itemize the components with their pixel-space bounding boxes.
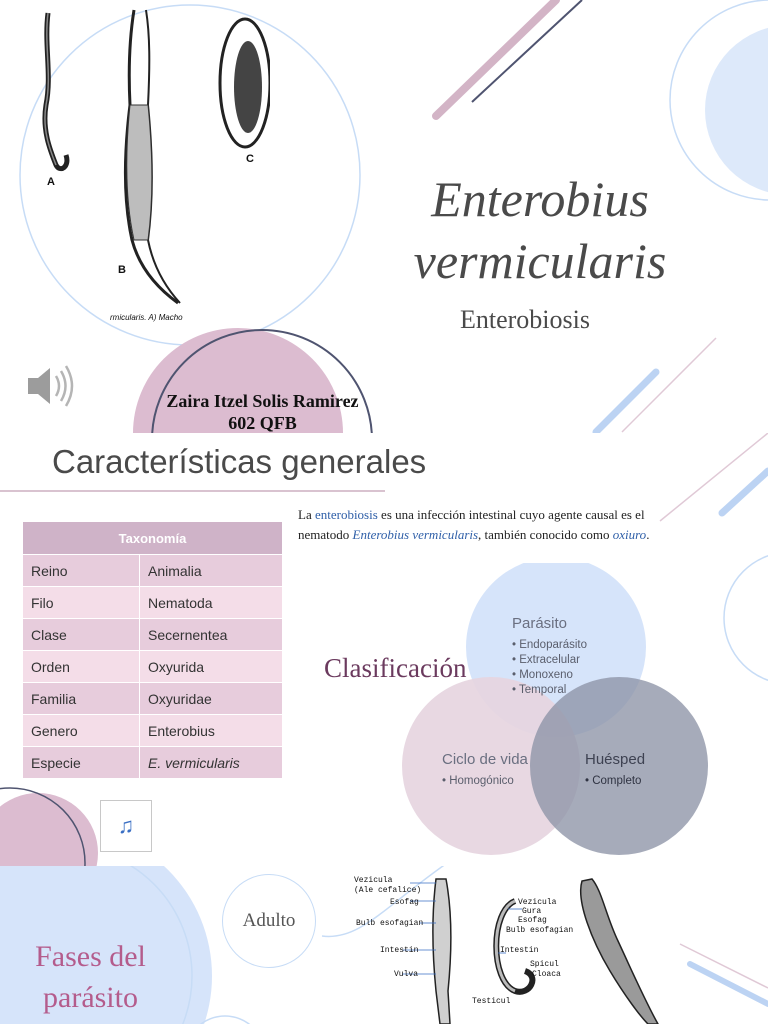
section-heading: Características generales xyxy=(52,443,427,480)
list-item: • Extracelular xyxy=(512,654,580,666)
paragraph-text: es una infección intestinal cuyo agente causal es el nematodo xyxy=(298,507,645,542)
table-header: Taxonomía xyxy=(23,522,283,555)
diagram-label: Intestin xyxy=(380,946,419,955)
table-cell: Nematoda xyxy=(140,587,283,619)
diagram-label: Spicul xyxy=(530,960,559,969)
parasite-phases-slide xyxy=(0,866,768,1024)
figure-label-c: C xyxy=(246,153,254,165)
table-row xyxy=(23,715,283,747)
phases-title xyxy=(18,936,163,1018)
table-cell: Oxyurida xyxy=(140,651,283,683)
enterobiosis-link[interactable]: enterobiosis xyxy=(314,507,378,522)
table-cell: Orden xyxy=(23,651,140,683)
title-line-1: Enterobius xyxy=(431,171,649,227)
diagram-label: Esofag xyxy=(518,916,547,925)
author-block xyxy=(155,390,370,433)
table-row xyxy=(23,587,283,619)
venn-parasito-list xyxy=(512,638,587,698)
music-note-icon: ♫ xyxy=(117,813,135,838)
table-row xyxy=(23,651,283,683)
table-cell: Especie xyxy=(23,747,140,779)
table-cell: E. vermicularis xyxy=(140,747,283,779)
species-link[interactable]: Enterobius vermicularis xyxy=(352,527,479,542)
diagram-label: Vezicula xyxy=(518,898,557,907)
diagram-label: Cloaca xyxy=(532,970,561,979)
venn-ciclo-list xyxy=(442,774,514,789)
list-item: • Endoparásito xyxy=(512,639,587,651)
adult-phase-node[interactable] xyxy=(222,874,316,968)
figure-label-a: A xyxy=(47,176,55,188)
table-cell: Filo xyxy=(23,587,140,619)
subtitle: Enterobiosis xyxy=(460,305,590,334)
venn-diagram xyxy=(395,563,715,863)
figure-label-b: B xyxy=(118,264,126,276)
diagram-label: Vezicula xyxy=(354,876,393,885)
paragraph-text: . xyxy=(646,527,650,542)
general-characteristics-slide xyxy=(0,433,768,866)
table-cell: Genero xyxy=(23,715,140,747)
table-cell: Animalia xyxy=(140,555,283,587)
page-title xyxy=(395,168,685,292)
phases-title-line-2: parásito xyxy=(43,981,138,1014)
taxonomy-table xyxy=(22,521,283,779)
table-cell: Oxyuridae xyxy=(140,683,283,715)
title-line-2: vermicularis xyxy=(413,233,667,289)
diagram-label: Gura xyxy=(522,907,542,916)
figure-caption: rmicularis. A) Macho xyxy=(110,313,183,322)
intro-paragraph xyxy=(298,505,690,545)
table-cell: Enterobius xyxy=(140,715,283,747)
table-row xyxy=(23,747,283,779)
diagram-label: Esofag xyxy=(390,898,419,907)
diagram-label: Intestin xyxy=(500,946,539,955)
oxiuro-link[interactable]: oxiuro xyxy=(612,527,647,542)
venn-huesped-title: Huésped xyxy=(585,751,646,768)
table-row xyxy=(23,555,283,587)
adult-phase-label: Adulto xyxy=(242,910,296,931)
list-item: • Temporal xyxy=(512,684,567,696)
list-item: • Monoxeno xyxy=(512,669,573,681)
author-group: 602 QFB xyxy=(228,413,297,433)
venn-ciclo-title: Ciclo de vida xyxy=(442,751,528,768)
speaker-icon[interactable] xyxy=(24,360,76,412)
worm-illustration xyxy=(30,5,270,310)
table-cell: Secernentea xyxy=(140,619,283,651)
classification-label: Clasificación xyxy=(324,653,467,683)
title-slide xyxy=(0,0,768,433)
phases-title-line-1: Fases del xyxy=(35,940,146,973)
audio-button[interactable] xyxy=(100,800,152,852)
venn-parasito-title: Parásito xyxy=(512,615,568,632)
table-cell: Clase xyxy=(23,619,140,651)
diagram-label: Bulb esofagian xyxy=(506,926,574,935)
diagram-label: Testicul xyxy=(472,997,511,1006)
table-cell: Familia xyxy=(23,683,140,715)
paragraph-text: , también conocido como xyxy=(478,527,613,542)
diagram-label: (Ale cefalice) xyxy=(354,886,422,895)
table-cell: Reino xyxy=(23,555,140,587)
diagram-label: Vulva xyxy=(394,970,419,979)
table-row xyxy=(23,619,283,651)
paragraph-text: La xyxy=(298,507,315,522)
diagram-label: Bulb esofagian xyxy=(356,919,424,928)
heading-underline xyxy=(0,490,385,492)
list-item: • Homogónico xyxy=(442,775,514,787)
list-item: • Completo xyxy=(585,775,642,787)
table-row xyxy=(23,683,283,715)
venn-huesped-list xyxy=(585,774,641,789)
author-name: Zaira Itzel Solis Ramirez xyxy=(166,391,359,411)
